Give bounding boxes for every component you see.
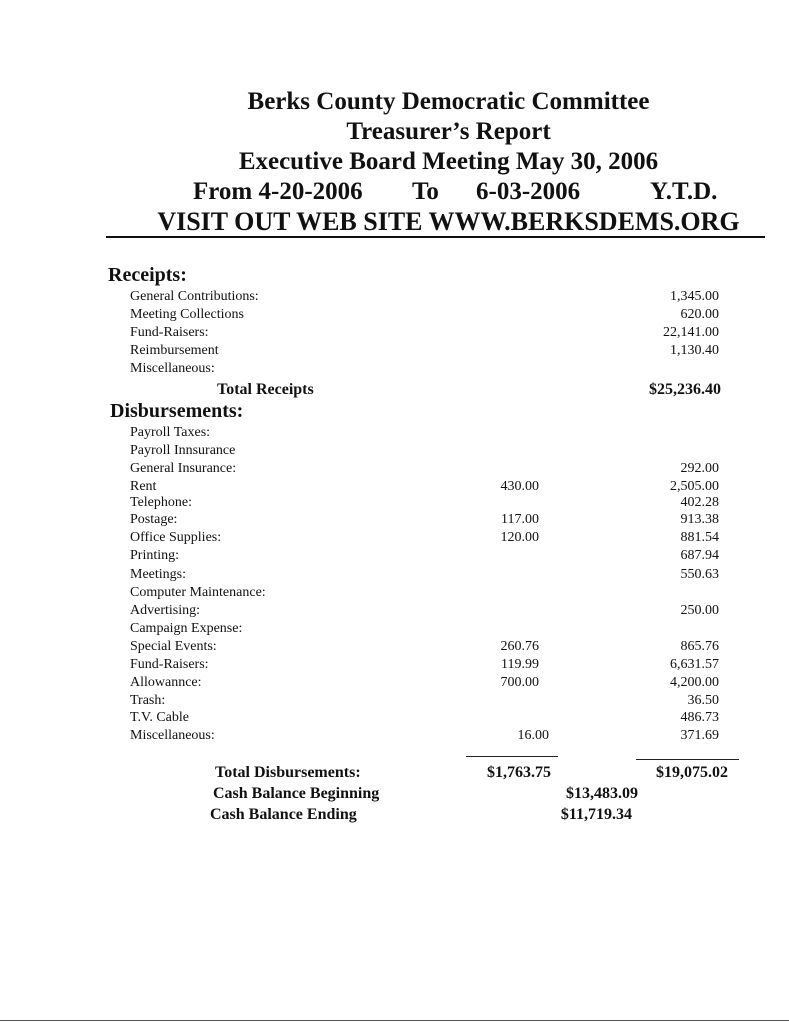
receipt-ytd-amount: 1,345.00 — [670, 289, 719, 304]
ytd-label: Y.T.D. — [650, 178, 718, 205]
from-date: From 4-20-2006 — [193, 178, 363, 205]
total-receipts-label: Total Receipts — [217, 381, 314, 398]
disbursement-ytd-amount: 4,200.00 — [670, 675, 719, 690]
disbursement-ytd-amount: 250.00 — [680, 603, 719, 618]
ytd-sum-rule — [636, 759, 739, 760]
disbursement-label: Fund-Raisers: — [130, 657, 209, 672]
disbursement-label: Computer Maintenance: — [130, 585, 266, 600]
cash-balance-beginning-value: $13,483.09 — [566, 785, 638, 802]
meeting-title: Executive Board Meeting May 30, 2006 — [238, 148, 659, 175]
receipt-label: General Contributions: — [130, 289, 259, 304]
cash-balance-ending-value: $11,719.34 — [560, 806, 632, 823]
disbursement-label: Allowannce: — [130, 675, 202, 690]
receipt-label: Fund-Raisers: — [130, 325, 209, 340]
total-receipts-ytd: $25,236.40 — [649, 381, 721, 398]
disbursement-period-amount: 120.00 — [500, 530, 539, 545]
disbursement-label: Campaign Expense: — [130, 621, 243, 636]
disbursement-ytd-amount: 36.50 — [687, 693, 719, 708]
disbursement-label: Printing: — [130, 548, 180, 563]
disbursement-label: Telephone: — [130, 495, 192, 510]
disbursement-ytd-amount: 913.38 — [680, 512, 719, 527]
cash-balance-ending-label: Cash Balance Ending — [210, 806, 357, 823]
disbursement-ytd-amount: 2,505.00 — [670, 479, 719, 494]
disbursement-ytd-amount: 402.28 — [680, 495, 719, 510]
disbursements-heading: Disbursements: — [110, 400, 244, 422]
page-bottom-edge — [0, 1020, 789, 1021]
disbursement-label: Miscellaneous: — [130, 728, 215, 743]
to-date: 6-03-2006 — [476, 178, 581, 205]
report-title: Treasurer’s Report — [346, 118, 551, 145]
disbursement-period-amount: 119.99 — [501, 657, 539, 672]
disbursement-label: Office Supplies: — [130, 530, 222, 545]
disbursement-period-amount: 430.00 — [500, 479, 539, 494]
receipt-ytd-amount: 1,130.40 — [670, 343, 719, 358]
disbursement-ytd-amount: 6,631.57 — [670, 657, 719, 672]
disbursement-ytd-amount: 550.63 — [680, 567, 719, 582]
disbursement-ytd-amount: 865.76 — [680, 639, 719, 654]
receipts-heading: Receipts: — [108, 264, 187, 286]
disbursement-period-amount: 16.00 — [517, 728, 549, 743]
disbursement-ytd-amount: 881.54 — [680, 530, 719, 545]
disbursement-label: Payroll Innsurance — [130, 443, 236, 458]
total-disbursements-ytd: $19,075.02 — [656, 764, 728, 781]
disbursement-label: T.V. Cable — [130, 710, 189, 725]
disbursement-label: Advertising: — [130, 603, 200, 618]
cash-balance-beginning-label: Cash Balance Beginning — [213, 785, 380, 802]
header-divider — [106, 236, 765, 238]
receipt-label: Reimbursement — [130, 343, 219, 358]
to-label: To — [412, 178, 439, 205]
disbursement-label: Trash: — [130, 693, 166, 708]
committee-title: Berks County Democratic Committee — [247, 88, 650, 115]
receipt-ytd-amount: 22,141.00 — [663, 325, 719, 340]
total-disbursements-period: $1,763.75 — [487, 764, 551, 781]
total-disbursements-label: Total Disbursements: — [215, 764, 361, 781]
disbursement-label: Postage: — [130, 512, 178, 527]
disbursement-ytd-amount: 371.69 — [680, 728, 719, 743]
receipt-label: Meeting Collections — [130, 307, 244, 322]
disbursement-ytd-amount: 292.00 — [680, 461, 719, 476]
disbursement-period-amount: 260.76 — [500, 639, 539, 654]
disbursement-label: General Insurance: — [130, 461, 237, 476]
disbursement-label: Meetings: — [130, 567, 186, 582]
period-sum-rule — [466, 756, 558, 757]
receipt-label: Miscellaneous: — [130, 361, 215, 376]
disbursement-period-amount: 117.00 — [501, 512, 539, 527]
disbursement-period-amount: 700.00 — [500, 675, 539, 690]
website-line: VISIT OUT WEB SITE WWW.BERKSDEMS.ORG — [157, 207, 740, 236]
disbursement-ytd-amount: 486.73 — [680, 710, 719, 725]
receipt-ytd-amount: 620.00 — [680, 307, 719, 322]
disbursement-label: Special Events: — [130, 639, 217, 654]
disbursement-label: Rent — [130, 479, 157, 494]
disbursement-label: Payroll Taxes: — [130, 425, 211, 440]
disbursement-ytd-amount: 687.94 — [680, 548, 719, 563]
